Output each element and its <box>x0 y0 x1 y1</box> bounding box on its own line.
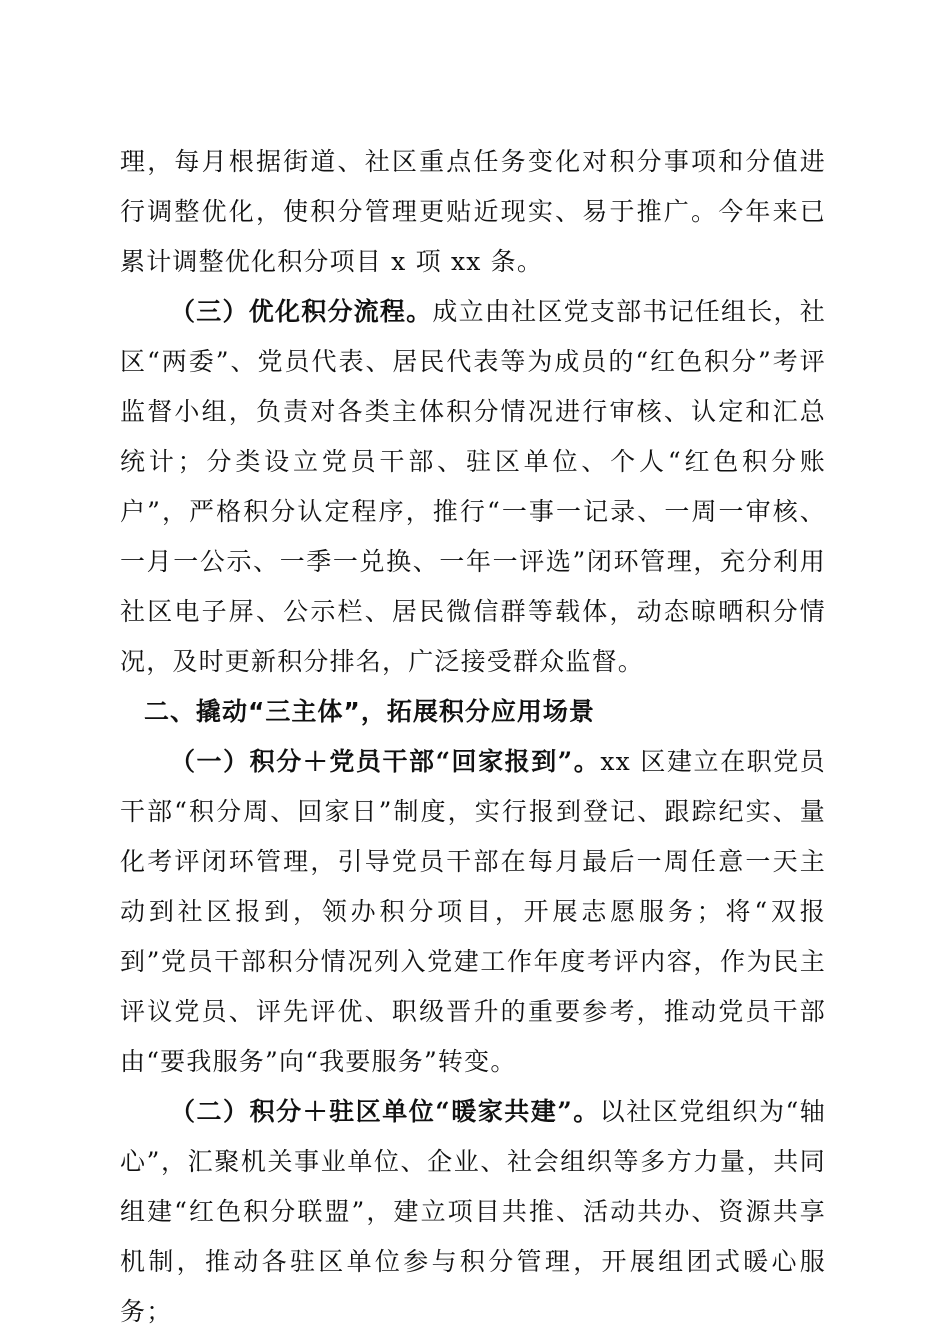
paragraph-text-optimize-process: 成立由社区党支部书记任组长，社区“两委”、党员代表、居民代表等为成员的“红色积分”考评监督小组，负责对各类主体积分情况进行审核、认定和汇总统计；分类设立党员干部、驻区单位、个人“红色积分账户”，严格积分认定程序，推行“一事一记录、一周一审核、一月一公示、一季一兑换、一年一评选”闭环管理，充分利用社区电子屏、公示栏、居民微信群等载体，动态晾晒积分情况，及时更新积分排名，广泛接受群众监督。 <box>120 297 826 676</box>
section-heading-two: 二、撬动“三主体”，拓展积分应用场景 <box>144 697 595 726</box>
paragraph-party-cadres <box>120 737 826 1087</box>
paragraph-optimize-process <box>120 287 826 687</box>
paragraph-continuation: 理，每月根据街道、社区重点任务变化对积分事项和分值进行调整优化，使积分管理更贴近现实、易于推广。今年来已累计调整优化积分项目 x 项 xx 条。 <box>120 147 826 276</box>
paragraph-resident-units <box>120 1087 826 1337</box>
document-body <box>120 137 826 1337</box>
paragraph-lead-party-cadres: （一）积分＋党员干部“回家报到”。 <box>170 747 601 776</box>
paragraph-lead-optimize-process: （三）优化积分流程。 <box>170 297 433 326</box>
paragraph-lead-resident-units: （二）积分＋驻区单位“暖家共建”。 <box>170 1097 600 1126</box>
paragraph-text-party-cadres: xx 区建立在职党员干部“积分周、回家日”制度，实行报到登记、跟踪纪实、量化考评闭环管理，引导党员干部在每月最后一周任意一天主动到社区报到，领办积分项目，开展志愿服务；将“双报到”党员干部积分情况列入党建工作年度考评内容，作为民主评议党员、评先评优、职级晋升的重要参考，推动党员干部由“要我服务”向“我要服务”转变。 <box>120 747 826 1076</box>
paragraph-text-resident-units: 以社区党组织为“轴心”，汇聚机关事业单位、企业、社会组织等多方力量，共同组建“红色积分联盟”，建立项目共推、活动共办、资源共享机制，推动各驻区单位参与积分管理，开展组团式暖心服务； <box>120 1097 826 1326</box>
